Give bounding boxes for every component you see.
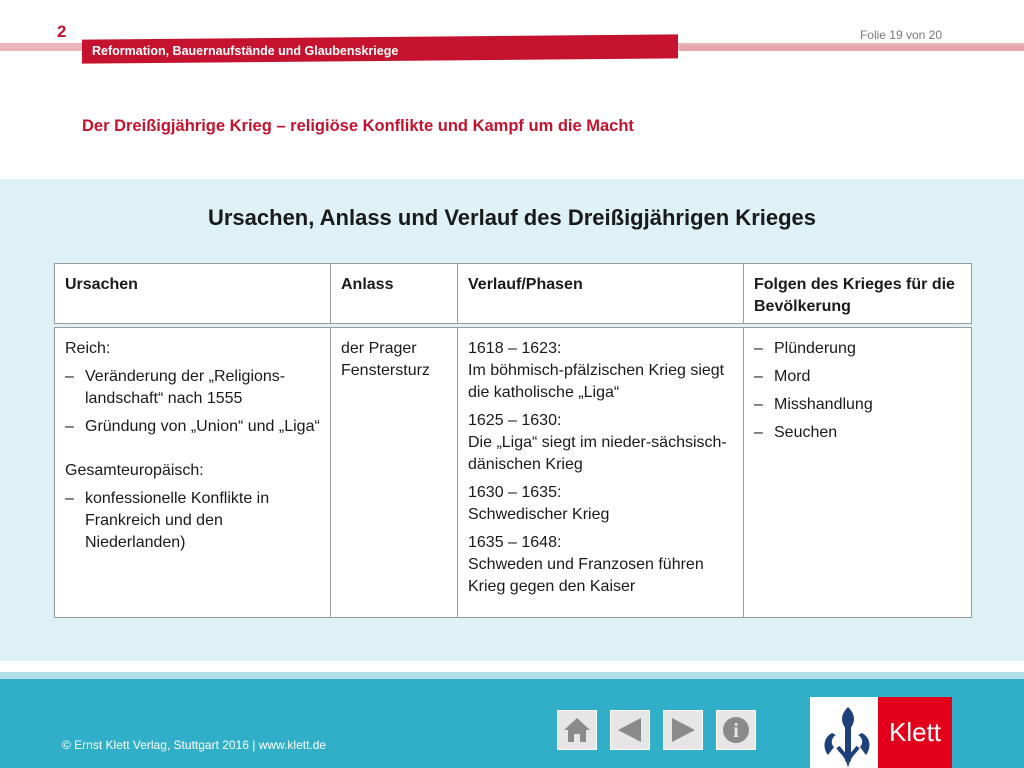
list-item: – Seuchen (754, 424, 838, 441)
column-header-phases: Verlauf/Phasen (457, 263, 744, 324)
klett-logo-text: Klett (878, 697, 952, 768)
chapter-number: 2 (57, 22, 67, 41)
list-item: – Mord (754, 368, 811, 385)
main-heading: Ursachen, Anlass und Verlauf des Dreißigjährigen Krieges (207, 205, 817, 230)
info-button[interactable] (716, 710, 756, 750)
home-button[interactable] (557, 710, 597, 750)
back-button[interactable] (610, 710, 650, 750)
list-item: – Veränderung der „Religions-landschaft“ nach 1555 (65, 368, 286, 407)
forward-arrow-icon (668, 715, 698, 745)
slide-subtitle: Der Dreißigjährige Krieg – religiöse Konflikte und Kampf um die Macht (82, 117, 634, 135)
info-icon (721, 715, 751, 745)
phase-item: 1630 – 1635: Schwedischer Krieg (468, 484, 610, 523)
europe-label: Gesamteuropäisch: (65, 462, 204, 479)
slide-counter: Folie 19 von 20 (859, 28, 942, 42)
phase-item: 1625 – 1630: Die „Liga“ siegt im nieder-sächsisch-dänischen Krieg (468, 412, 727, 473)
home-icon (562, 715, 592, 745)
reich-label: Reich: (65, 340, 111, 357)
occasion-cell (330, 327, 458, 618)
chapter-title: Reformation, Bauernaufstände und Glaubenskriege (92, 44, 399, 58)
phase-item: 1618 – 1623: Im böhmisch-pfälzischen Krieg siegt die katholische „Liga“ (468, 340, 725, 401)
occasion-text: der Prager Fenstersturz (341, 340, 430, 379)
column-header-occasion: Anlass (330, 263, 458, 324)
back-arrow-icon (615, 715, 645, 745)
column-header-consequences: Folgen des Krieges für die Bevölkerung (743, 263, 972, 324)
svg-text:i: i (733, 720, 739, 742)
phases-cell (457, 327, 744, 618)
klett-emblem-icon (810, 697, 878, 768)
list-item: – Plünderung (754, 340, 856, 357)
column-header-causes: Ursachen (54, 263, 331, 324)
phase-item: 1635 – 1648: Schweden und Franzosen führen Krieg gegen den Kaiser (468, 534, 704, 595)
causes-cell (54, 327, 331, 618)
list-item: – konfessionelle Konflikte in Frankreich und den Niederlanden) (65, 490, 270, 551)
list-item: – Gründung von „Union“ und „Liga“ (65, 418, 320, 435)
forward-button[interactable] (663, 710, 703, 750)
header-decor-line-right (680, 45, 1024, 51)
list-item: – Misshandlung (754, 396, 873, 413)
consequences-cell (743, 327, 972, 618)
copyright-text: © Ernst Klett Verlag, Stuttgart 2016 | www.klett.de (62, 738, 327, 752)
